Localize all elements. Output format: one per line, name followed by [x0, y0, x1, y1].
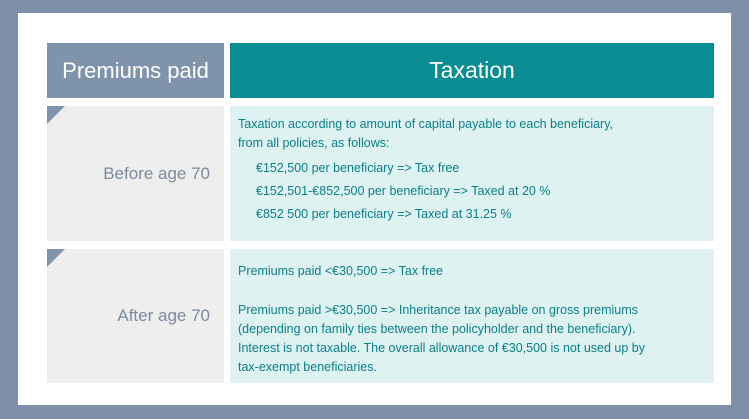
- intro-line-2: from all policies, as follows:: [238, 136, 390, 150]
- premiums-over-line-4: tax-exempt beneficiaries.: [238, 360, 377, 374]
- premiums-over-line-3: Interest is not taxable. The overall allowance of €30,500 is not used up by: [238, 341, 645, 355]
- corner-triangle-icon: [47, 249, 65, 267]
- premiums-over-line-2: (depending on family ties between the policyholder and the beneficiary).: [238, 322, 636, 336]
- intro-line-1: Taxation according to amount of capital payable to each beneficiary,: [238, 117, 613, 131]
- premiums-over-line-1: Premiums paid >€30,500 => Inheritance tax payable on gross premiums: [238, 303, 638, 317]
- row-before-70-label-cell: [47, 106, 224, 241]
- premiums-under-line: Premiums paid <€30,500 => Tax free: [238, 264, 444, 278]
- header-taxation-label: Taxation: [429, 57, 515, 83]
- row-after-70-taxation-cell: [230, 249, 714, 383]
- row-after-70-label-cell: [47, 249, 224, 383]
- slide: [18, 13, 731, 405]
- header-premiums-paid: [47, 43, 224, 98]
- tax-bracket-1: €152,500 per beneficiary => Tax free: [256, 161, 460, 175]
- corner-triangle-icon: [47, 106, 65, 124]
- row-label-after-70: After age 70: [117, 306, 210, 325]
- tax-bracket-2: €152,501-€852,500 per beneficiary => Taxed at 20 %: [256, 184, 551, 198]
- header-taxation: [230, 43, 714, 98]
- header-premiums-paid-label: Premiums paid: [62, 57, 209, 83]
- row-before-70-taxation-cell: [230, 106, 714, 241]
- row-label-before-70: Before age 70: [103, 163, 210, 183]
- tax-bracket-3: €852 500 per beneficiary => Taxed at 31.25 %: [256, 207, 512, 221]
